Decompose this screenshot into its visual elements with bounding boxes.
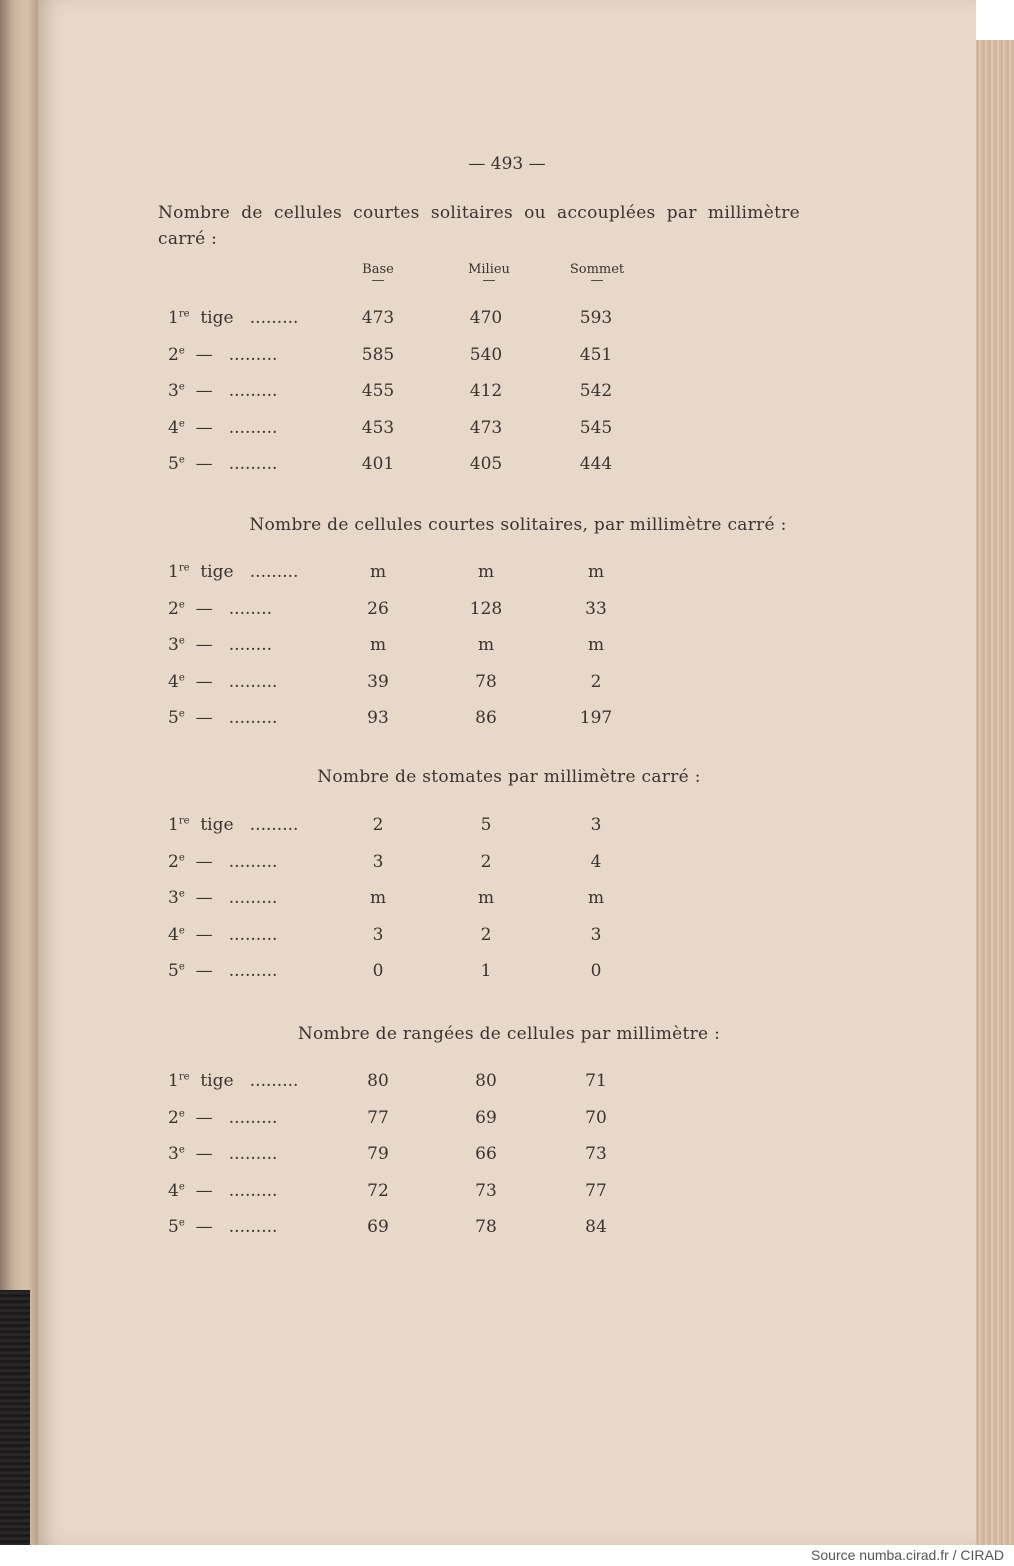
row-label [168, 672, 343, 692]
row-label [168, 888, 343, 908]
row-label-text: — [195, 344, 213, 365]
row-label-text: — [195, 851, 213, 872]
table-cell: 78 [475, 671, 497, 692]
row-leader-dots: ......... [228, 1107, 278, 1128]
table-cell: 197 [579, 708, 613, 728]
row-ordinal-suffix: e [178, 851, 185, 863]
row-label-text: tige [200, 562, 234, 582]
row-label [168, 635, 343, 655]
table-cell: 71 [585, 1071, 607, 1091]
row-label-text: tige [200, 815, 234, 835]
row-leader-dots: ......... [249, 308, 299, 328]
table-cell: 545 [579, 417, 613, 438]
row-ordinal-suffix: e [178, 344, 185, 356]
row-label-text: tige [200, 308, 234, 328]
table-row [38, 815, 976, 841]
row-label-text: — [195, 417, 213, 438]
table-cell: 470 [469, 308, 503, 328]
column-header-base-dash: — [371, 273, 385, 288]
table-cell: 80 [367, 1071, 389, 1091]
table-cell: 26 [367, 598, 389, 619]
document-page [38, 0, 976, 1545]
table-cell: m [587, 635, 605, 655]
table-cell: 0 [372, 961, 384, 981]
row-ordinal-suffix: e [178, 671, 185, 683]
row-label [168, 925, 343, 945]
row-ordinal: 2 [168, 598, 179, 619]
row-leader-dots: ......... [228, 1180, 278, 1201]
table-cell: 66 [475, 1144, 497, 1164]
page-number: — 493 — [468, 154, 546, 174]
row-ordinal-suffix: e [178, 961, 185, 973]
row-leader-dots: ......... [228, 924, 278, 945]
row-ordinal-suffix: e [178, 598, 185, 610]
binding-dark-strap [0, 1290, 30, 1545]
table-cell: 80 [475, 1071, 497, 1091]
row-leader-dots: ......... [228, 671, 278, 692]
row-label-text: — [195, 381, 213, 401]
row-label [168, 308, 343, 328]
row-ordinal-suffix: e [178, 454, 185, 466]
table-cell: 73 [585, 1144, 607, 1164]
table-cell: m [477, 635, 495, 655]
row-ordinal: 2 [168, 851, 179, 872]
table-cell: 79 [367, 1144, 389, 1164]
row-ordinal-suffix: e [178, 924, 185, 936]
table-row [38, 1071, 976, 1097]
row-leader-dots: ........ [228, 635, 273, 655]
row-ordinal: 3 [168, 635, 179, 655]
row-leader-dots: ......... [228, 1144, 278, 1164]
row-leader-dots: ......... [249, 562, 299, 582]
table-row [38, 1217, 976, 1243]
row-ordinal-suffix: e [178, 381, 185, 393]
section-2-caption: Nombre de cellules courtes solitaires, par millimètre carré : [249, 515, 787, 535]
table-cell: m [369, 635, 387, 655]
row-label-text: — [195, 961, 213, 981]
table-cell: 585 [361, 344, 395, 365]
table-row [38, 708, 976, 734]
row-label [168, 1071, 343, 1091]
row-label-text: — [195, 1217, 213, 1237]
section-1-caption-line1: Nombre de cellules courtes solitaires ou accouplées par millimètre [158, 203, 800, 223]
table-cell: m [587, 562, 605, 582]
section-4-caption: Nombre de rangées de cellules par millimètre : [297, 1024, 721, 1044]
row-ordinal: 3 [168, 381, 179, 401]
row-ordinal: 1 [168, 1071, 179, 1091]
table-row [38, 961, 976, 987]
row-ordinal-suffix: e [178, 1144, 185, 1156]
column-header-sommet-dash: — [590, 273, 604, 288]
table-cell: 77 [585, 1180, 607, 1201]
row-label-text: — [195, 454, 213, 474]
table-row [38, 1144, 976, 1170]
row-ordinal-suffix: re [178, 562, 190, 574]
table-cell: 473 [469, 417, 503, 438]
column-header-milieu [444, 262, 534, 288]
table-row [38, 308, 976, 334]
table-cell: 77 [367, 1107, 389, 1128]
table-cell: 33 [585, 598, 607, 619]
table-row [38, 454, 976, 480]
table-cell: 69 [367, 1217, 389, 1237]
table-row [38, 562, 976, 588]
row-leader-dots: ......... [228, 417, 278, 438]
row-ordinal: 1 [168, 815, 179, 835]
row-ordinal-suffix: e [178, 635, 185, 647]
table-cell: 444 [579, 454, 613, 474]
row-label-text: — [195, 708, 213, 728]
column-header-milieu-dash: — [482, 273, 496, 288]
table-cell: 3 [590, 815, 602, 835]
row-label [168, 1108, 343, 1128]
row-ordinal: 5 [168, 1217, 179, 1237]
table-cell: 455 [361, 381, 395, 401]
table-row [38, 925, 976, 951]
row-label-text: — [195, 671, 213, 692]
table-cell: 4 [590, 851, 602, 872]
row-ordinal-suffix: re [178, 815, 190, 827]
row-leader-dots: ......... [228, 851, 278, 872]
row-ordinal: 1 [168, 562, 179, 582]
row-label-text: — [195, 1144, 213, 1164]
table-cell: 0 [590, 961, 602, 981]
row-label-text: — [195, 1107, 213, 1128]
column-header-base [333, 262, 423, 288]
row-label-text: — [195, 924, 213, 945]
row-leader-dots: ......... [228, 708, 278, 728]
table-row [38, 1108, 976, 1134]
row-label-text: — [195, 888, 213, 908]
table-row [38, 599, 976, 625]
row-ordinal-suffix: e [178, 1180, 185, 1192]
table-row [38, 418, 976, 444]
row-label [168, 599, 343, 619]
row-ordinal: 3 [168, 888, 179, 908]
row-ordinal: 4 [168, 671, 179, 692]
row-ordinal: 5 [168, 708, 179, 728]
section-3-caption: Nombre de stomates par millimètre carré : [317, 767, 701, 787]
row-ordinal: 4 [168, 417, 179, 438]
section-1-caption [158, 200, 800, 252]
table-cell: m [477, 888, 495, 908]
table-cell: m [477, 562, 495, 582]
section-1-caption-line2: carré : [158, 229, 218, 249]
table-row [38, 672, 976, 698]
table-cell: 2 [372, 815, 384, 835]
column-header-milieu-label: Milieu [468, 262, 510, 277]
row-ordinal: 5 [168, 961, 179, 981]
row-label-text: — [195, 598, 213, 619]
column-header-base-label: Base [362, 262, 394, 277]
table-cell: 451 [579, 344, 613, 365]
table-cell: 405 [469, 454, 503, 474]
table-cell: 72 [367, 1180, 389, 1201]
table-row [38, 1181, 976, 1207]
table-row [38, 381, 976, 407]
table-cell: 1 [480, 961, 492, 981]
table-cell: 453 [361, 417, 395, 438]
row-ordinal-suffix: e [178, 708, 185, 720]
table-cell: 128 [469, 598, 503, 619]
table-cell: m [587, 888, 605, 908]
row-leader-dots: ......... [249, 815, 299, 835]
table-cell: 3 [372, 851, 384, 872]
row-leader-dots: ......... [228, 344, 278, 365]
row-label [168, 815, 343, 835]
row-ordinal-suffix: e [178, 1107, 185, 1119]
table-cell: m [369, 562, 387, 582]
column-header-sommet-label: Sommet [569, 262, 625, 277]
table-row [38, 888, 976, 914]
table-cell: 593 [579, 308, 613, 328]
table-cell: 2 [480, 924, 492, 945]
row-ordinal: 3 [168, 1144, 179, 1164]
row-ordinal: 2 [168, 344, 179, 365]
row-label [168, 454, 343, 474]
table-row [38, 635, 976, 661]
table-cell: 69 [475, 1107, 497, 1128]
row-label-text: — [195, 635, 213, 655]
table-row [38, 852, 976, 878]
row-label [168, 852, 343, 872]
table-cell: 93 [367, 708, 389, 728]
table-cell: 473 [361, 308, 395, 328]
row-leader-dots: ......... [228, 454, 278, 474]
row-leader-dots: ........ [228, 598, 273, 619]
row-label [168, 1144, 343, 1164]
column-header-sommet [552, 262, 642, 288]
row-label [168, 418, 343, 438]
table-cell: 86 [475, 708, 497, 728]
row-ordinal-suffix: e [178, 888, 185, 900]
row-ordinal-suffix: re [178, 1071, 190, 1083]
page-edge-stack [976, 40, 1014, 1545]
row-leader-dots: ......... [249, 1071, 299, 1091]
row-label [168, 1181, 343, 1201]
row-label-text: tige [200, 1071, 234, 1091]
row-leader-dots: ......... [228, 888, 278, 908]
table-cell: m [369, 888, 387, 908]
table-row [38, 345, 976, 371]
row-leader-dots: ......... [228, 1217, 278, 1237]
row-ordinal-suffix: e [178, 1217, 185, 1229]
table-cell: 401 [361, 454, 395, 474]
table-cell: 2 [480, 851, 492, 872]
table-cell: 70 [585, 1107, 607, 1128]
row-ordinal-suffix: e [178, 417, 185, 429]
row-label [168, 345, 343, 365]
row-label [168, 562, 343, 582]
row-leader-dots: ......... [228, 381, 278, 401]
table-cell: 5 [480, 815, 492, 835]
row-label [168, 381, 343, 401]
row-ordinal: 5 [168, 454, 179, 474]
table-cell: 3 [372, 924, 384, 945]
table-cell: 3 [590, 924, 602, 945]
row-ordinal-suffix: re [178, 308, 190, 320]
row-leader-dots: ......... [228, 961, 278, 981]
row-ordinal: 2 [168, 1107, 179, 1128]
table-cell: 412 [469, 381, 503, 401]
row-ordinal: 4 [168, 1180, 179, 1201]
row-ordinal: 4 [168, 924, 179, 945]
table-cell: 542 [579, 381, 613, 401]
table-cell: 73 [475, 1180, 497, 1201]
table-cell: 540 [469, 344, 503, 365]
row-label-text: — [195, 1180, 213, 1201]
table-cell: 84 [585, 1217, 607, 1237]
table-cell: 78 [475, 1217, 497, 1237]
row-ordinal: 1 [168, 308, 179, 328]
row-label [168, 1217, 343, 1237]
row-label [168, 961, 343, 981]
row-label [168, 708, 343, 728]
table-cell: 2 [590, 671, 602, 692]
source-credit: Source numba.cirad.fr / CIRAD [811, 1547, 1004, 1563]
table-cell: 39 [367, 671, 389, 692]
